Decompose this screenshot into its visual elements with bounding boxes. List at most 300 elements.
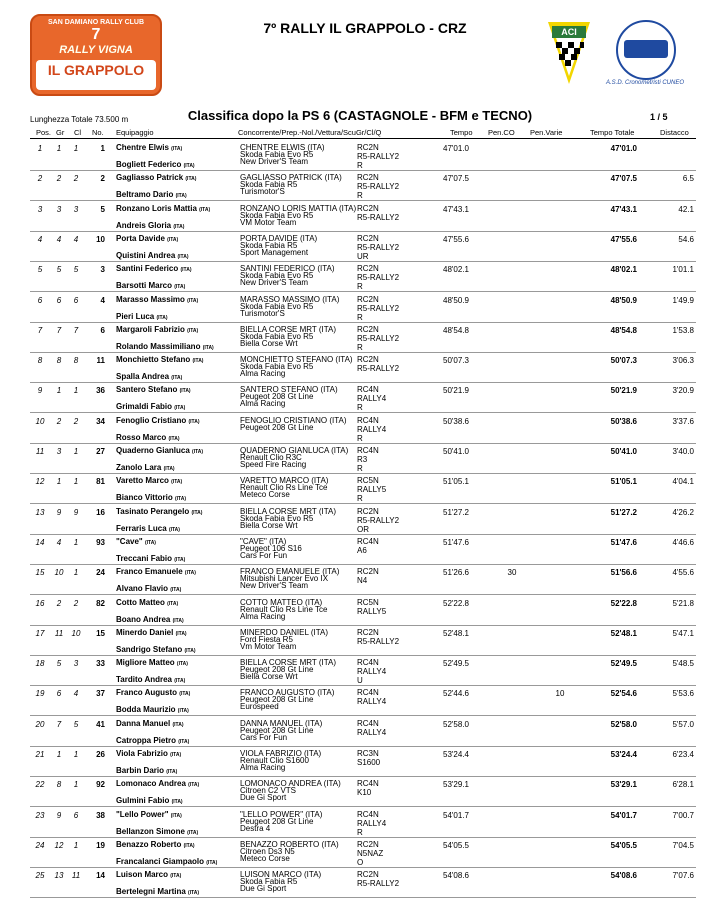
car-number: 6	[100, 325, 105, 335]
driver-name-text: Varetto Marco	[116, 476, 169, 486]
driver-name-text: Lomonaco Andrea	[116, 779, 186, 789]
car-model: Peugeot 208 Gt Line	[240, 725, 314, 735]
gr-cell: 3	[56, 204, 62, 214]
stage-time: 47'43.1	[443, 204, 469, 214]
entrant-line: BIELLA CORSE MRT (ITA)	[240, 658, 337, 668]
table-row	[0, 535, 724, 565]
total-time: 52'48.1	[610, 628, 637, 638]
pos-cell: 3	[37, 204, 43, 214]
stage-time: 50'41.0	[443, 447, 469, 456]
total-time: 52'22.8	[610, 598, 637, 608]
codriver-name-text: Spalla Andrea	[116, 372, 170, 382]
driver-name-text: Porta Davide	[116, 233, 165, 243]
qualifier-code: R	[357, 464, 363, 473]
class-code: R3	[357, 455, 368, 464]
driver-nationality: (ITA)	[199, 206, 211, 213]
qualifier-code: UR	[357, 251, 369, 261]
codriver-name-text: Boano Andrea	[116, 614, 171, 624]
gap: 3'37.6	[672, 416, 694, 426]
stage-time: 47'55.6	[443, 234, 469, 244]
qualifier-code: R	[357, 312, 363, 322]
car-number: 14	[96, 871, 105, 881]
qualifier-code: R	[357, 191, 363, 201]
car-number: 34	[96, 416, 105, 426]
col-pos: Pos.	[36, 128, 52, 137]
driver-name	[116, 295, 198, 304]
entrant-line: "CAVE" (ITA)	[240, 536, 287, 546]
entrant-line: GAGLIASSO PATRICK (ITA)	[240, 173, 342, 183]
gr-cell: 1	[56, 750, 62, 759]
gr-cell: 2	[56, 598, 62, 608]
team-name: Meteco Corse	[240, 490, 290, 500]
penalty-co: 30	[507, 568, 517, 578]
entrant-line: LOMONACO ANDREA (ITA)	[240, 779, 341, 789]
class-code: K10	[357, 788, 372, 798]
codriver-nationality: (ITA)	[172, 617, 184, 624]
gap: 6'28.1	[672, 780, 694, 790]
driver-nationality: (ITA)	[187, 327, 199, 334]
gap: 54.6	[678, 234, 694, 244]
team-name: Due Gi Sport	[240, 793, 287, 803]
gap: 1'53.8	[672, 325, 694, 335]
svg-text:ACI: ACI	[561, 27, 577, 37]
codriver-name-text: Barsotti Marco	[116, 281, 173, 291]
car-model: Renault Clio R3C	[240, 453, 302, 462]
entrant-line: SANTINI FEDERICO (ITA)	[240, 264, 335, 274]
codriver-name	[116, 584, 181, 593]
class-code: R5-RALLY2	[357, 515, 400, 525]
gr-cell: 5	[56, 265, 62, 275]
codriver-name	[116, 645, 195, 654]
car-model: Skoda Fabia R5	[240, 877, 298, 887]
gr-cell: 12	[54, 840, 64, 850]
driver-nationality: (ITA)	[171, 479, 183, 486]
stage-time: 54'08.6	[443, 871, 469, 881]
gr-cell: 9	[56, 810, 62, 820]
car-model: Peugeot 208 Gt Line	[240, 422, 314, 432]
gr-cell: 11	[54, 628, 64, 638]
driver-nationality: (ITA)	[175, 630, 187, 637]
team-name: Cars For Fun	[240, 550, 288, 560]
car-model: Renault Clio S1600	[240, 756, 309, 765]
driver-name	[116, 204, 210, 213]
codriver-name	[116, 493, 186, 502]
group-code: RC2N	[357, 294, 379, 304]
entrant-line: CHENTRE ELWIS (ITA)	[240, 143, 325, 152]
class-code: RALLY4	[357, 424, 387, 434]
pos-cell: 24	[35, 840, 45, 850]
entrant-line: PORTA DAVIDE (ITA)	[240, 233, 318, 243]
codriver-name-text: Quistini Andrea	[116, 250, 176, 260]
driver-nationality: (ITA)	[167, 236, 179, 243]
table-row	[0, 505, 724, 535]
codriver-nationality: (ITA)	[183, 163, 195, 169]
driver-nationality: (ITA)	[144, 539, 156, 546]
car-model: Peugeot 208 Gt Line	[240, 665, 314, 675]
codriver-name-text: Bellanzon Simone	[116, 826, 185, 836]
class-code: A6	[357, 545, 367, 555]
stage-time: 50'07.3	[443, 356, 469, 366]
driver-name	[116, 598, 178, 607]
cl-cell: 1	[73, 537, 79, 547]
gr-cell: 10	[54, 568, 64, 578]
car-model: Skoda Fabia Evo R5	[240, 301, 314, 311]
total-time: 52'58.0	[610, 719, 637, 729]
driver-nationality: (ITA)	[179, 691, 191, 698]
total-time: 54'05.5	[610, 840, 637, 850]
class-code: R5-RALLY2	[357, 273, 400, 283]
total-time: 51'47.6	[610, 537, 637, 547]
class-code: N4	[357, 576, 368, 586]
pos-cell: 4	[37, 234, 43, 244]
car-number: 41	[96, 719, 105, 729]
codriver-nationality: (ITA)	[184, 647, 196, 654]
class-code: RALLY4	[357, 727, 387, 737]
entrant-line: MINERDO DANIEL (ITA)	[240, 627, 329, 637]
total-time: 51'27.2	[610, 507, 637, 517]
driver-nationality: (ITA)	[192, 358, 204, 365]
driver-name-text: Minerdo Daniel	[116, 627, 174, 637]
cl-cell: 2	[73, 416, 79, 426]
codriver-name-text: Andreis Gloria	[116, 220, 172, 230]
table-row	[0, 717, 724, 747]
car-number: 92	[96, 780, 105, 790]
class-code: R5-RALLY2	[357, 333, 400, 343]
pos-cell: 9	[37, 386, 43, 396]
qualifier-code: R	[357, 342, 363, 352]
qualifier-code: R	[357, 433, 363, 443]
pos-cell: 25	[35, 871, 45, 881]
group-code: RC2N	[357, 567, 379, 577]
table-row	[0, 202, 724, 232]
car-model: Peugeot 208 Gt Line	[240, 392, 314, 402]
gap: 7'04.5	[672, 840, 694, 850]
gap: 3'20.9	[672, 386, 694, 396]
codriver-nationality: (ITA)	[187, 829, 199, 836]
pos-cell: 22	[35, 780, 45, 790]
codriver-name-text: Francalanci Giampaolo	[116, 856, 205, 866]
driver-name	[116, 446, 203, 455]
table-row	[0, 808, 724, 838]
cl-cell: 4	[73, 234, 79, 244]
group-code: RC2N	[357, 264, 379, 274]
pos-cell: 21	[35, 750, 45, 759]
codriver-name	[116, 615, 184, 624]
group-code: RC4N	[357, 536, 379, 546]
cl-cell: 1	[73, 750, 79, 759]
car-model: Renault Clio Rs Line Tce	[240, 604, 328, 614]
gr-cell: 7	[56, 325, 62, 335]
car-model: Renault Clio Rs Line Tce	[240, 483, 328, 493]
group-code: RC2N	[357, 839, 379, 849]
pos-cell: 14	[35, 537, 45, 547]
table-row	[0, 596, 724, 626]
team-name: VM Motor Team	[240, 217, 297, 227]
codriver-nationality: (ITA)	[156, 314, 168, 321]
driver-name	[116, 173, 196, 182]
group-code: RC4N	[357, 718, 379, 728]
group-code: RC2N	[357, 173, 379, 183]
driver-nationality: (ITA)	[179, 388, 191, 395]
car-number: 4	[100, 295, 105, 305]
qualifier-code: R	[357, 403, 363, 413]
stage-time: 53'29.1	[443, 780, 469, 790]
penalty-varie: 10	[555, 689, 565, 699]
class-code: R5-RALLY2	[357, 879, 400, 889]
gap: 5'57.0	[672, 719, 694, 729]
driver-nationality: (ITA)	[170, 812, 182, 819]
driver-name	[116, 385, 191, 394]
driver-nationality: (ITA)	[188, 782, 200, 789]
driver-name	[116, 779, 199, 788]
stage-time: 50'38.6	[443, 416, 469, 426]
driver-name-text: Santini Federico	[116, 264, 179, 274]
stage-time: 52'48.1	[443, 628, 469, 638]
team-name: Turismotor'S	[240, 308, 285, 318]
car-model: Skoda Fabia R5	[240, 240, 298, 250]
codriver-name	[116, 281, 185, 290]
table-row	[0, 414, 724, 444]
team-name: Alma Racing	[240, 369, 286, 379]
gr-cell: 3	[56, 447, 62, 456]
pos-cell: 15	[35, 568, 45, 578]
col-tempo-totale: Tempo Totale	[590, 128, 635, 137]
group-code: RC4N	[357, 658, 379, 668]
class-code: RALLY4	[357, 818, 387, 828]
entrant-line: VIOLA FABRIZIO (ITA)	[240, 749, 322, 758]
entrant-line: FENOGLIO CRISTIANO (ITA)	[240, 415, 347, 425]
codriver-nationality: (ITA)	[163, 466, 175, 472]
stage-time: 51'27.2	[443, 507, 469, 517]
class-code: R5-RALLY2	[357, 212, 400, 222]
group-code: RC4N	[357, 446, 379, 455]
page-title: 7º RALLY IL GRAPPOLO - CRZ	[263, 20, 467, 36]
codriver-name	[116, 160, 195, 169]
gr-cell: 6	[56, 295, 62, 305]
car-number: 27	[96, 447, 105, 456]
codriver-name	[116, 887, 199, 896]
entrant-line: VARETTO MARCO (ITA)	[240, 476, 329, 486]
logo-name: IL GRAPPOLO	[36, 60, 156, 90]
entrant-line: QUADERNO GIANLUCA (ITA)	[240, 446, 349, 455]
driver-name-text: Franco Augusto	[116, 688, 178, 698]
classification-subtitle: Classifica dopo la PS 6 (CASTAGNOLE - BFM e TECNO)	[187, 108, 533, 123]
gap: 5'21.8	[672, 598, 694, 608]
codriver-nationality: (ITA)	[168, 435, 180, 442]
gap: 7'00.7	[672, 810, 694, 820]
codriver-nationality: (ITA)	[206, 859, 218, 866]
cl-cell: 4	[73, 689, 79, 699]
driver-name	[116, 688, 190, 697]
car-number: 19	[96, 840, 105, 850]
table-row	[0, 353, 724, 383]
col-no: No.	[92, 128, 104, 137]
entrant-line: SANTERO STEFANO (ITA)	[240, 385, 338, 395]
codriver-name	[116, 675, 185, 684]
gap: 4'55.6	[672, 568, 694, 578]
driver-name-text: Quaderno Gianluca	[116, 446, 190, 455]
pos-cell: 6	[37, 295, 43, 305]
gr-cell: 8	[56, 356, 62, 366]
codriver-name	[116, 221, 184, 230]
driver-nationality: (ITA)	[180, 267, 192, 274]
driver-name-text: Benazzo Roberto	[116, 839, 182, 849]
driver-nationality: (ITA)	[183, 842, 195, 849]
gr-cell: 2	[56, 174, 62, 184]
team-name: Biella Corse Wrt	[240, 672, 298, 682]
class-code: R5-RALLY2	[357, 242, 400, 252]
car-model: Skoda Fabia Evo R5	[240, 271, 314, 281]
driver-nationality: (ITA)	[188, 418, 200, 425]
total-time: 47'55.6	[610, 234, 637, 244]
pos-cell: 5	[37, 265, 43, 275]
gap: 1'49.9	[672, 295, 694, 305]
class-code: RALLY4	[357, 394, 387, 404]
driver-name-text: Marasso Massimo	[116, 294, 185, 304]
driver-name	[116, 840, 195, 849]
driver-nationality: (ITA)	[170, 873, 182, 880]
class-code: RALLY4	[357, 667, 387, 677]
codriver-name-text: Rolando Massimiliano	[116, 341, 201, 351]
driver-name	[116, 567, 196, 576]
driver-name	[116, 719, 183, 728]
logo-brand: RALLY VIGNA	[59, 44, 133, 56]
driver-name	[116, 416, 199, 425]
codriver-name	[116, 766, 177, 775]
car-model: Mitsubishi Lancer Evo IX	[240, 574, 329, 584]
codriver-name-text: Bianco Vittorio	[116, 493, 173, 503]
table-row	[0, 474, 724, 504]
class-code: R5-RALLY2	[357, 182, 400, 192]
car-model: Skoda Fabia Evo R5	[240, 150, 314, 159]
gr-cell: 6	[56, 689, 62, 699]
group-code: RC2N	[357, 870, 379, 880]
class-code: RALLY5	[357, 606, 387, 616]
table-row	[0, 383, 724, 413]
codriver-nationality: (ITA)	[202, 344, 214, 351]
car-number: 15	[96, 628, 105, 638]
driver-nationality: (ITA)	[184, 570, 196, 577]
table-row	[0, 171, 724, 201]
group-code: RC5N	[357, 476, 379, 486]
cl-cell: 1	[73, 477, 79, 487]
stage-time: 53'24.4	[443, 750, 469, 759]
cronometristi-label: A.S.D. Cronometristi CUNEO	[605, 80, 684, 86]
codriver-nationality: (ITA)	[174, 405, 186, 412]
gr-cell: 8	[56, 780, 62, 790]
group-code: RC3N	[357, 749, 379, 758]
driver-name	[116, 476, 182, 485]
team-name: Alma Racing	[240, 399, 286, 409]
gap: 5'53.6	[672, 689, 694, 699]
codriver-name-text: Rosso Marco	[116, 432, 167, 442]
team-name: Alma Racing	[240, 611, 286, 621]
table-row	[0, 565, 724, 595]
gap: 7'07.6	[672, 871, 694, 881]
total-time: 52'49.5	[610, 659, 637, 669]
codriver-nationality: (ITA)	[174, 556, 186, 563]
team-name: Alma Racing	[240, 763, 286, 772]
codriver-nationality: (ITA)	[174, 284, 186, 291]
table-row	[0, 444, 724, 474]
gr-cell: 9	[56, 507, 62, 517]
team-name: Destra 4	[240, 823, 271, 833]
codriver-nationality: (ITA)	[177, 253, 189, 260]
entrant-line: MONCHIETTO STEFANO (ITA)	[240, 355, 353, 365]
driver-name-text: Cotto Matteo	[116, 597, 165, 607]
entrant-line: BIELLA CORSE MRT (ITA)	[240, 324, 337, 334]
driver-name	[116, 749, 181, 758]
aci-sport-shield-icon	[548, 22, 590, 84]
team-name: Cars For Fun	[240, 732, 288, 742]
codriver-nationality: (ITA)	[178, 738, 190, 745]
car-number: 38	[96, 810, 105, 820]
pos-cell: 7	[37, 325, 43, 335]
driver-nationality: (ITA)	[171, 146, 183, 152]
codriver-name	[116, 402, 185, 411]
car-number: 5	[100, 204, 105, 214]
codriver-nationality: (ITA)	[168, 526, 180, 533]
stage-time: 54'05.5	[443, 840, 469, 850]
group-code: RC2N	[357, 143, 379, 152]
driver-nationality: (ITA)	[172, 721, 184, 728]
pos-cell: 8	[37, 356, 43, 366]
qualifier-code: O	[357, 857, 364, 867]
stage-time: 48'02.1	[443, 265, 469, 275]
driver-name-text: Fenoglio Cristiano	[116, 415, 187, 425]
codriver-nationality: (ITA)	[170, 587, 182, 594]
total-time: 51'05.1	[610, 477, 637, 487]
pos-cell: 13	[35, 507, 45, 517]
cl-cell: 9	[73, 507, 79, 517]
gr-cell: 4	[56, 234, 62, 244]
group-code: RC4N	[357, 385, 379, 395]
stage-time: 51'26.6	[443, 568, 469, 578]
table-row	[0, 747, 724, 777]
stage-time: 52'22.8	[443, 598, 469, 608]
driver-name	[116, 264, 191, 273]
table-row	[0, 868, 724, 898]
car-number: 37	[96, 689, 105, 699]
team-name: Turismotor'S	[240, 187, 285, 197]
driver-name-text: Migliore Matteo	[116, 658, 175, 668]
stage-time: 47'01.0	[443, 144, 469, 153]
gap: 3'40.0	[672, 447, 694, 456]
total-time: 53'29.1	[610, 780, 637, 790]
driver-nationality: (ITA)	[167, 600, 179, 607]
group-code: RC5N	[357, 597, 379, 607]
car-model: Citroen C2 VTS	[240, 786, 297, 796]
codriver-nationality: (ITA)	[188, 890, 200, 897]
group-code: RC2N	[357, 324, 379, 334]
car-number: 93	[96, 537, 105, 547]
class-code: S1600	[357, 758, 381, 767]
pos-cell: 12	[35, 477, 45, 487]
codriver-name	[116, 342, 214, 351]
logo-club-text: SAN DAMIANO RALLY CLUB	[47, 19, 145, 26]
codriver-nationality: (ITA)	[171, 375, 183, 382]
cl-cell: 7	[73, 325, 79, 335]
driver-nationality: (ITA)	[191, 509, 203, 516]
gap: 5'48.5	[672, 659, 694, 669]
team-name: New Driver'S Team	[240, 278, 309, 288]
col-equipaggio: Equipaggio	[116, 128, 154, 137]
car-number: 33	[96, 659, 105, 669]
codriver-name	[116, 312, 168, 321]
stage-time: 52'58.0	[443, 719, 469, 729]
stage-time: 47'07.5	[443, 174, 469, 184]
total-time: 51'56.6	[610, 568, 637, 578]
